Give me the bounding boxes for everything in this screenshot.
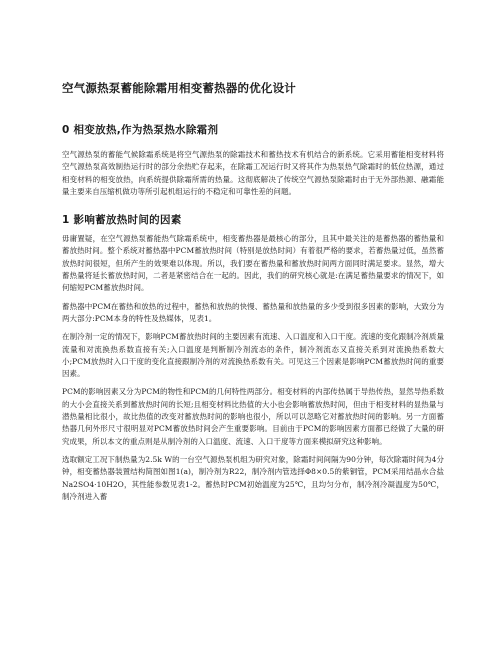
section-1-paragraph-2: 蓄热器中PCM在蓄热和放热的过程中，蓄热和放热的快慢、蓄热量和放热量的多少受到很多因素的影响，大致分为两大部分:PCM本身的特性及热媒体，见表1。 <box>62 301 444 323</box>
document-title: 空气源热泵蓄能除霜用相变蓄热器的优化设计 <box>62 81 296 95</box>
section-1-paragraph-3: 在制冷剂一定的情况下，影响PCM蓄放热时间的主要因素有流速、入口温度和入口干度。流速的变化跟制冷剂质量流量和对流换热系数直接有关;入口温度是判断制冷剂流态的条件，制冷剂流态又直接关系到对流换热系数大小;PCM放热时入口干度的变化直接跟制冷剂的对流换热系数有关。可见这三个因素是影响PCM蓄放热时间的重要因素。 <box>62 332 444 379</box>
section-0-paragraph-1: 空气源热泵的蓄能气候除霜系统是将空气源热泵的除霜技术和蓄热技术有机结合的新系统。它采用蓄能相变材料将空气源热泵高效制热运行时的部分余热贮存起来，在除霜工况运行时又将其作为热泵热气除霜时的低位热源，通过相变材料的相变放热，向系统提供除霜所需的热量。这彻底解决了传统空气源热泵除霜时由于无外部热源、融霜能量主要来自压缩机做功等所引起机组运行的不稳定和可靠性差的问题。 <box>62 150 444 196</box>
section-1-paragraph-4: PCM的影响因素又分为PCM的物性和PCM的几何特性两部分。相变材料的内部传热属于导热传热，显然导热系数的大小会直接关系到蓄放热时间的长短;且相变材料比热值的大小也会影响蓄放热时间，但由于相变材料的显热量与潜热量相比很小，故比热值的改变对蓄放热时间的影响也很小，所以可以忽略它对蓄放热时间的影响。另一方面蓄热器几何外形尺寸很明显对PCM蓄放热时间会产生重要影响。目前由于PCM的影响因素方面都已经做了大量的研究成果，所以本文的重点则是从制冷剂的入口温度、流速、入口干度等方面来模拟研究这种影响。 <box>62 387 444 446</box>
section-1-paragraph-1: 毋庸置疑，在空气源热泵蓄能热气除霜系统中，相变蓄热器是最核心的部分，且其中最关注的是蓄热器的蓄热量和蓄放热时间。整个系统对蓄热器中PCM蓄放热时间（特别是放热时间）有着很严格的要求，若蓄热量过低，虽然蓄放热时间很短，但所产生的效果难以体现。所以，我们要在蓄热量和蓄放热时间两方面同时满足要求。显然，增大蓄热量将延长蓄放热时间，二者是紧密结合在一起的。因此，我们的研究核心就是:在满足蓄热量要求的情况下，如何缩短PCM蓄放热时间。 <box>62 234 444 293</box>
section-1-paragraph-5: 选取额定工况下制热量为2.5k W的一台空气源热泵机组为研究对象，除霜时间间隔为90分钟，每次除霜时间为4分钟，相变蓄热器装置结构简图如图1(a)，制冷剂为R22，制冷剂内管选择Φ8×0.5的紫铜管，PCM采用结晶水合盐Na2SO4·10H2O，其性能参数见表1-2。蓄热时PCM初始温度为25℃，且均匀分布，制冷剂冷凝温度为50℃，制冷剂进入蓄 <box>62 454 444 501</box>
section-0-heading: 0 相变放热,作为热泵热水除霜剂 <box>62 124 219 136</box>
section-1-heading: 1 影响蓄放热时间的因素 <box>62 214 182 227</box>
